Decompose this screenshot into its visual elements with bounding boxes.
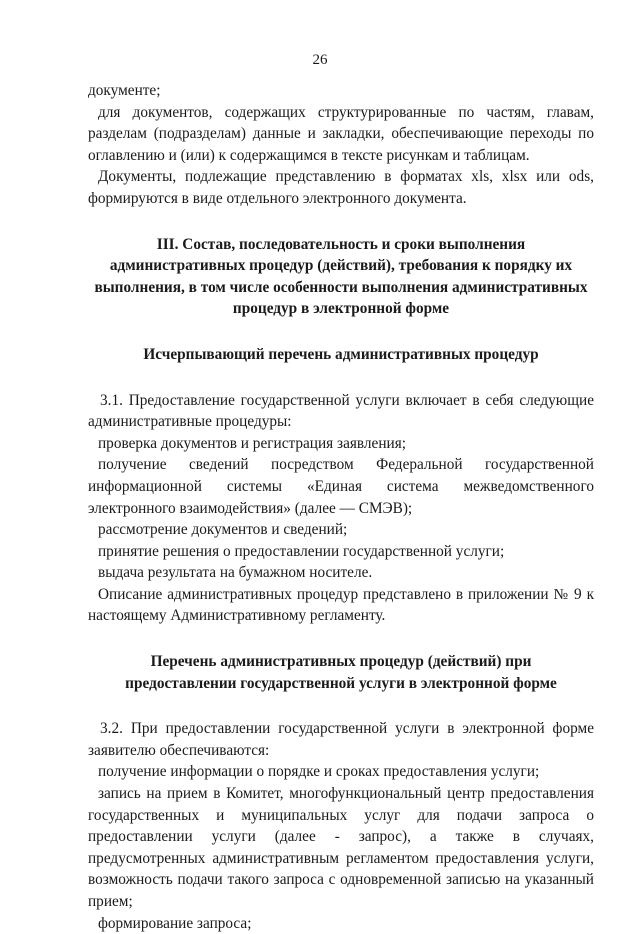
paragraph: Описание административных процедур представлено в приложении № 9 к настоящему Административному регламенту. bbox=[88, 585, 594, 625]
section-heading: III. Состав, последовательность и сроки выполнения административных процедур (действий), требования к порядку их выполнения, в том числе особенности выполнения административных процедур в электронной форме bbox=[94, 235, 588, 318]
paragraph: Документы, подлежащие представлению в форматах xls, xlsx или ods, формируются в виде отдельного электронного документа. bbox=[88, 168, 594, 207]
paragraph: 3.2. При предоставлении государственной услуги в электронной форме заявителю обеспечиваются: bbox=[88, 720, 594, 759]
list-item: получение сведений посредством Федеральной государственной информационной системы «Единая система межведомственного электронного взаимодействия» (далее — СМЭВ); bbox=[88, 456, 594, 517]
document-body bbox=[88, 80, 594, 934]
list-item: проверка документов и регистрация заявления; bbox=[98, 434, 407, 452]
page-number: 26 bbox=[312, 52, 328, 68]
list-item: принятие решения о предоставлении государственной услуги; bbox=[98, 542, 505, 560]
list-item: формирование запроса; bbox=[98, 914, 252, 932]
list-item: получение информации о порядке и сроках предоставления услуги; bbox=[98, 763, 540, 781]
list-item: запись на прием в Комитет, многофункциональный центр предоставления государственных и муниципальных услуг для подачи запроса о предоставлении услуги (далее - запрос), а также в случаях, предусмотренных административным регламентом предоставления услуги, возможность подачи такого запроса с одновременной записью на указанный прием; bbox=[88, 785, 594, 910]
list-item: рассмотрение документов и сведений; bbox=[98, 521, 348, 539]
paragraph: для документов, содержащих структурированные по частям, главам, разделам (подразделам) данные и закладки, обеспечивающие переходы по оглавлению и (или) к содержащимся в тексте рисункам и таблицам. bbox=[88, 103, 594, 164]
list-item: выдача результата на бумажном носителе. bbox=[98, 564, 373, 582]
paragraph: документе; bbox=[88, 82, 161, 99]
subsection-heading: Исчерпывающий перечень административных процедур bbox=[143, 345, 539, 363]
paragraph: 3.1. Предоставление государственной услуги включает в себя следующие административные процедуры: bbox=[88, 391, 594, 431]
subsection-heading: Перечень административных процедур (действий) при предоставлении государственной услуги в электронной форме bbox=[125, 653, 557, 692]
